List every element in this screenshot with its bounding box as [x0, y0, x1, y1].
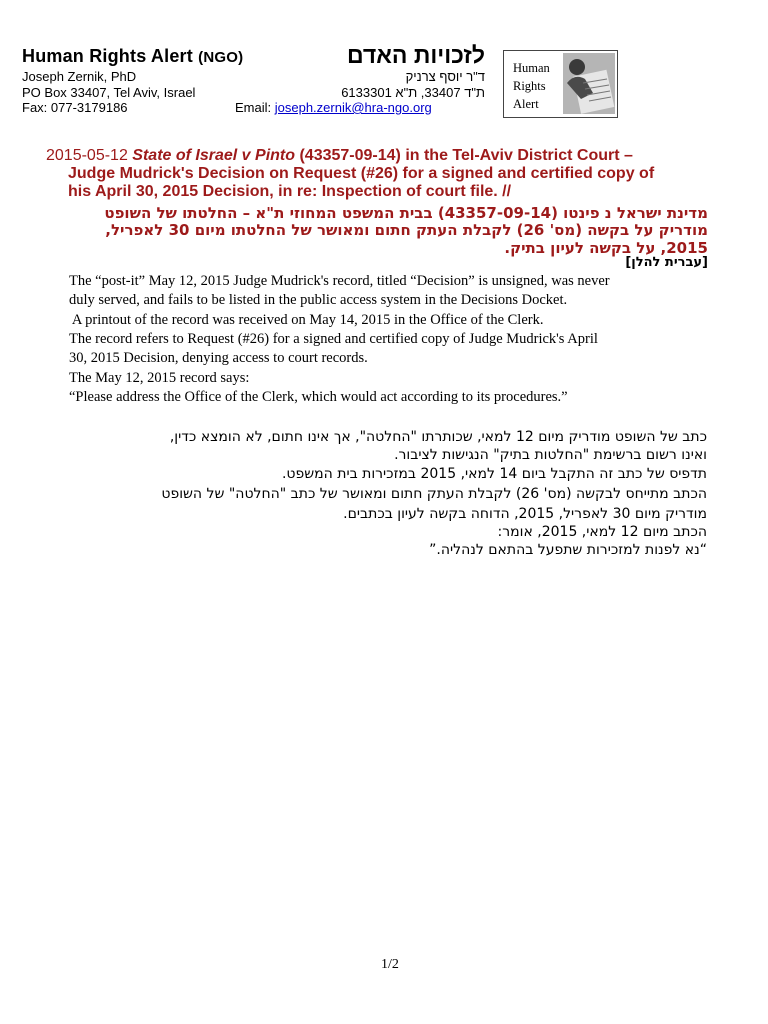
logo-figure-icon	[563, 53, 615, 114]
hebrew-title-line-3: 2015, על בקשה לעיון בתיק.	[504, 239, 708, 257]
org-name: Human Rights Alert	[22, 46, 193, 66]
hebrew-title-line-1: מדינת ישראל נ פינטו (43357-09-14) בבית המשפט המחוזי ת"א – החלטתו של השופט	[104, 204, 708, 222]
hebrew-below-note: [עברית להלן]	[625, 255, 708, 270]
address-hebrew: ת"ד 33407, ת"א 6133301	[341, 85, 485, 100]
email-line	[235, 100, 432, 115]
author-name-english: Joseph Zernik, PhD	[22, 69, 137, 84]
email-label: Email:	[235, 100, 272, 115]
logo-word-3: Alert	[513, 97, 539, 111]
english-body-line: The May 12, 2015 record says:	[69, 370, 250, 386]
org-suffix: (NGO)	[198, 49, 244, 66]
hebrew-title-line-2: מודריק על בקשה (מס' 26) לקבלת העתק חתום ומאושר של החלטתו מיום 30 לאפריל,	[105, 221, 708, 239]
fax-number: Fax: 077-3179186	[22, 100, 128, 115]
hebrew-body-line: ואינו רשום ברשימת "החלטות בתיק" הנגישות לציבור.	[394, 447, 707, 463]
hebrew-body-line: מודריק מיום 30 לאפריל, 2015, הדוחה בקשה לעיון בכתבים.	[343, 506, 707, 522]
address-english: PO Box 33407, Tel Aviv, Israel	[22, 85, 196, 100]
org-logo	[503, 50, 618, 118]
title-date: 2015-05-12	[46, 147, 128, 164]
english-quote-line: “Please address the Office of the Clerk, which would act according to its procedures.”	[69, 389, 568, 405]
email-link[interactable]: joseph.zernik@hra-ngo.org	[274, 100, 432, 115]
page-number: 1/2	[381, 957, 399, 972]
logo-word-1: Human	[513, 61, 550, 75]
english-body-line: duly served, and fails to be listed in the public access system in the Decisions Docket.	[69, 292, 568, 308]
hebrew-quote-line: “נא לפנות למזכירות שתפעל בהתאם לנהליה.”	[429, 542, 707, 558]
english-body-line: The “post-it” May 12, 2015 Judge Mudrick's record, titled “Decision” is unsigned, was never	[69, 273, 610, 289]
case-name: State of Israel v Pinto	[132, 147, 296, 164]
title-line-1-rest: (43357-09-14) in the Tel-Aviv District Court –	[299, 147, 633, 164]
title-line-3: his April 30, 2015 Decision, in re: Inspection of court file. //	[68, 183, 512, 200]
english-body-line: The record refers to Request (#26) for a signed and certified copy of Judge Mudrick's April	[69, 331, 598, 347]
hebrew-body-line: הכתב מתייחס לבקשה (מס' 26) לקבלת העתק חתום ומאושר של כתב "החלטה" של השופט	[161, 486, 707, 502]
hebrew-body-line: תדפיס של כתב זה התקבל ביום 14 למאי, 2015 במזכירות בית המשפט.	[281, 466, 707, 482]
hebrew-body-line: הכתב מיום 12 למאי, 2015, אומר:	[497, 524, 707, 540]
org-name-hebrew: לזכויות האדם	[346, 42, 485, 68]
author-name-hebrew: ד"ר יוסף צרניק	[405, 69, 485, 84]
title-line-2: Judge Mudrick's Decision on Request (#26) for a signed and certified copy of	[68, 165, 655, 182]
title-line-1	[46, 147, 633, 165]
hebrew-body-line: כתב של השופט מודריק מיום 12 למאי, שכותרתו "החלטה", אך אינו חתום, לא הומצא כדין,	[169, 429, 707, 445]
org-name-english	[22, 46, 243, 67]
logo-word-2: Rights	[513, 79, 546, 93]
english-body-line: 30, 2015 Decision, denying access to court records.	[69, 350, 368, 366]
english-body-line: A printout of the record was received on May 14, 2015 in the Office of the Clerk.	[69, 312, 544, 328]
